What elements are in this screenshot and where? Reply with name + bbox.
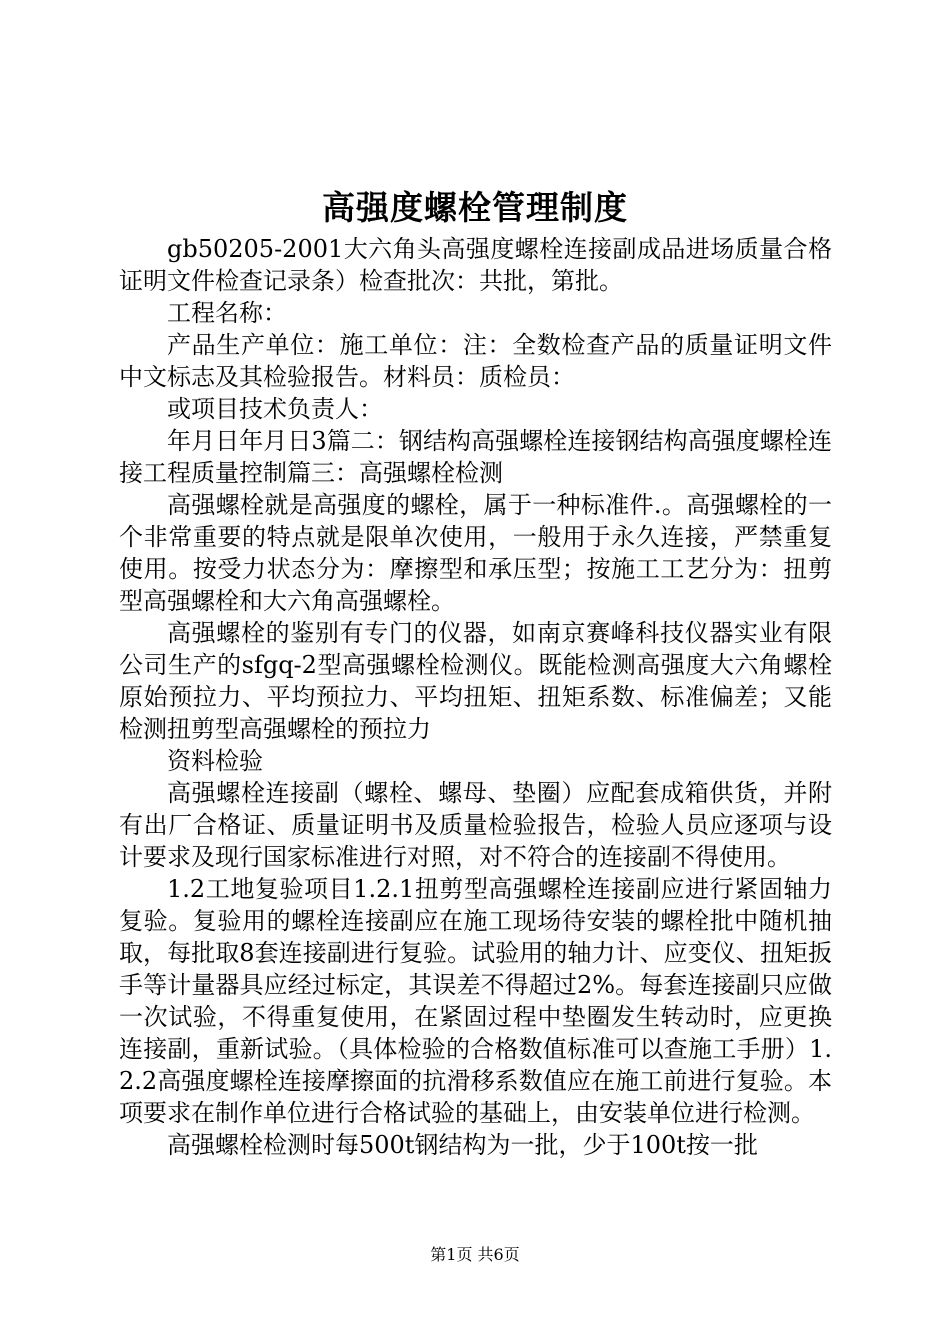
paragraph: gb50205-2001大六角头高强度螺栓连接副成品进场质量合格证明文件检查记录条）检查批次：共批，第批。: [119, 235, 832, 295]
paragraph: 高强螺栓就是高强度的螺栓，属于一种标准件.。高强螺栓的一个非常重要的特点就是限单次使用，一般用于永久连接，严禁重复使用。按受力状态分为：摩擦型和承压型；按施工工艺分为：扭剪型高强螺栓和大六角高强螺栓。: [119, 491, 832, 615]
paragraph: 高强螺栓连接副（螺栓、螺母、垫圈）应配套成箱供货，并附有出厂合格证、质量证明书及质量检验报告，检验人员应逐项与设计要求及现行国家标准进行对照，对不符合的连接副不得使用。: [119, 779, 832, 871]
paragraph: 资料检验: [167, 747, 263, 775]
page-footer: 第1页 共6页: [430, 1245, 520, 1264]
paragraph: 高强螺栓的鉴别有专门的仪器，如南京赛峰科技仪器实业有限公司生产的sfgq-2型高强螺栓检测仪。既能检测高强度大六角螺栓原始预拉力、平均预拉力、平均扭矩、扭矩系数、标准偏差；又能检测扭剪型高强螺栓的预拉力: [119, 619, 832, 743]
paragraph: 高强螺栓检测时每500t钢结构为一批，少于100t按一批: [167, 1131, 758, 1159]
paragraph: 或项目技术负责人：: [167, 395, 383, 423]
paragraph: 工程名称：: [167, 299, 287, 327]
paragraph: 产品生产单位：施工单位：注：全数检查产品的质量证明文件中文标志及其检验报告。材料员：质检员：: [119, 331, 832, 391]
document-title: 高强度螺栓管理制度: [322, 188, 628, 227]
paragraph: 年月日年月日3篇二：钢结构高强螺栓连接钢结构高强度螺栓连接工程质量控制篇三：高强螺栓检测: [119, 427, 832, 487]
paragraph: 1.2工地复验项目1.2.1扭剪型高强螺栓连接副应进行紧固轴力复验。复验用的螺栓连接副应在施工现场待安装的螺栓批中随机抽取，每批取8套连接副进行复验。试验用的轴力计、应变仪、扭矩扳手等计量器具应经过标定，其误差不得超过2%。每套连接副只应做一次试验，不得重复使用，在紧固过程中垫圈发生转动时，应更换连接副，重新试验。（具体检验的合格数值标准可以查施工手册）1.2.2高强度螺栓连接摩擦面的抗滑移系数值应在施工前进行复验。本项要求在制作单位进行合格试验的基础上，由安装单位进行检测。: [119, 875, 832, 1127]
document-body: [119, 233, 832, 1161]
